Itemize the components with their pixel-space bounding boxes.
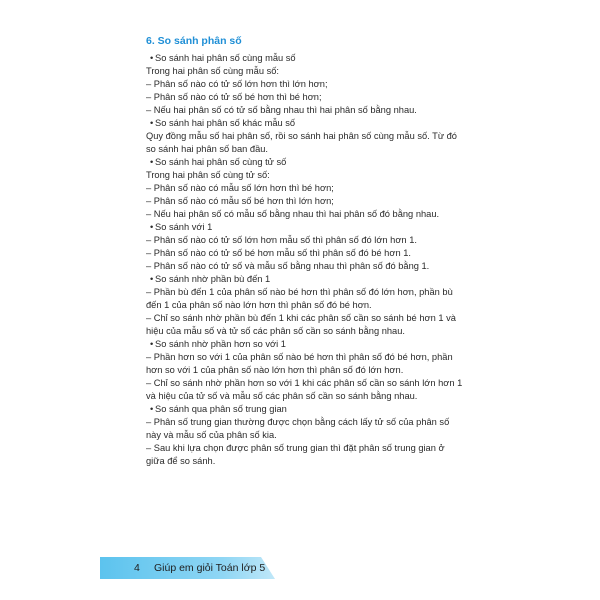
subheading-bullet	[146, 273, 476, 286]
subheading-text: So sánh qua phân số trung gian	[155, 404, 287, 414]
body-line: – Phần bù đến 1 của phân số nào bé hơn thì phân số đó lớn hơn, phần bù	[146, 287, 453, 297]
subheading-bullet	[146, 221, 476, 234]
bullet-icon: •	[150, 53, 154, 63]
body-line: và hiệu của tử số và mẫu số các phân số cần so sánh bằng nhau.	[146, 391, 418, 401]
page-number: 4	[134, 562, 140, 574]
body-line: so sánh hai phân số ban đầu.	[146, 144, 268, 154]
section-body	[146, 52, 476, 468]
subheading-text: So sánh với 1	[155, 222, 213, 232]
bullet-icon: •	[150, 118, 154, 128]
body-line: – Chỉ so sánh nhờ phần hơn so với 1 khi các phân số cần so sánh lớn hơn 1	[146, 378, 463, 388]
bullet-icon: •	[150, 157, 154, 167]
body-line: hiệu của mẫu số và tử số các phân số cần so sánh bằng nhau.	[146, 326, 405, 336]
bullet-icon: •	[150, 339, 154, 349]
section-heading: 6. So sánh phân số	[146, 35, 242, 47]
subheading-text: So sánh nhờ phần hơn so với 1	[155, 339, 286, 349]
subheading-bullet	[146, 52, 476, 65]
body-line: Quy đồng mẫu số hai phân số, rồi so sánh hai phân số cùng mẫu số. Từ đó	[146, 131, 457, 141]
body-line: – Phân số nào có tử số bé hơn thì bé hơn;	[146, 92, 322, 102]
body-line: – Chỉ so sánh nhờ phần bù đến 1 khi các phân số cần so sánh bé hơn 1 và	[146, 313, 456, 323]
subheading-text: So sánh hai phân số khác mẫu số	[155, 118, 296, 128]
subheading-bullet	[146, 117, 476, 130]
bullet-icon: •	[150, 274, 154, 284]
body-line: giữa để so sánh.	[146, 456, 216, 466]
body-line: – Phần hơn so với 1 của phân số nào bé hơn thì phân số đó bé hơn, phần	[146, 352, 453, 362]
subheading-text: So sánh hai phân số cùng mẫu số	[155, 53, 296, 63]
body-line: – Phân số nào có tử số bé hơn mẫu số thì phân số đó bé hơn 1.	[146, 248, 411, 258]
body-line: hơn so với 1 của phân số nào lớn hơn thì phân số đó lớn hơn.	[146, 365, 404, 375]
body-line: – Nếu hai phân số có mẫu số bằng nhau thì hai phân số đó bằng nhau.	[146, 209, 440, 219]
body-line: – Phân số nào có tử số lớn hơn thì lớn hơn;	[146, 79, 328, 89]
bullet-icon: •	[150, 404, 154, 414]
subheading-bullet	[146, 338, 476, 351]
body-line: Trong hai phân số cùng tử số:	[146, 170, 270, 180]
body-line: – Phân số trung gian thường được chọn bằng cách lấy tử số của phân số	[146, 417, 450, 427]
subheading-bullet	[146, 156, 476, 169]
subheading-text: So sánh nhờ phần bù đến 1	[155, 274, 271, 284]
body-line: – Nếu hai phân số có tử số bằng nhau thì hai phân số bằng nhau.	[146, 105, 417, 115]
body-line: – Phân số nào có mẫu số lớn hơn thì bé hơn;	[146, 183, 334, 193]
subheading-bullet	[146, 403, 476, 416]
bullet-icon: •	[150, 222, 154, 232]
body-line: Trong hai phân số cùng mẫu số:	[146, 66, 279, 76]
body-line: – Phân số nào có tử số và mẫu số bằng nhau thì phân số đó bằng 1.	[146, 261, 430, 271]
body-line: – Sau khi lựa chọn được phân số trung gian thì đặt phân số trung gian ở	[146, 443, 445, 453]
subheading-text: So sánh hai phân số cùng tử số	[155, 157, 287, 167]
body-line: này và mẫu số của phân số kia.	[146, 430, 277, 440]
body-line: đến 1 của phân số nào lớn hơn thì phân số đó bé hơn.	[146, 300, 372, 310]
body-line: – Phân số nào có tử số lớn hơn mẫu số thì phân số đó lớn hơn 1.	[146, 235, 417, 245]
page-content	[146, 35, 476, 468]
body-line: – Phân số nào có mẫu số bé hơn thì lớn hơn;	[146, 196, 334, 206]
book-title: Giúp em giỏi Toán lớp 5	[154, 562, 266, 574]
